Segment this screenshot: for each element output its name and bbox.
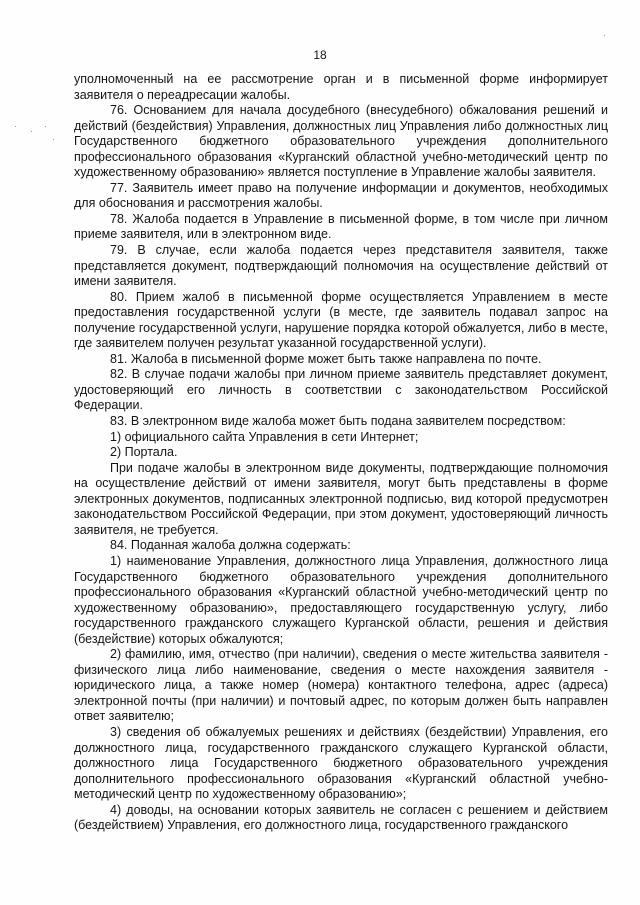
paragraph-p-80: 80. Прием жалоб в письменной форме осуществляется Управлением в месте предоставления государственной услуги (в месте, где заявитель подавал запрос на получение государственной услуги, нарушение порядка которой обжалуется, либо в месте, где заявителем получен результат указанной государственной услуги).: [74, 289, 608, 351]
paragraph-p-83: 83. В электронном виде жалоба может быть подана заявителем посредством:: [110, 414, 566, 429]
paragraph-p-76: 76. Основанием для начала досудебного (внесудебного) обжалования решений и действий (бездействия) Управления, должностных лиц Управления либо должностных лиц Государственного бюджетного образовательного учреждения дополнительного профессионального образования «Курганский областной учебно-методический центр по художественному образованию» является поступление в Управление жалобы заявителя.: [74, 103, 608, 180]
paragraph-p-84: 84. Поданная жалоба должна содержать:: [110, 538, 351, 553]
paragraph-p-82: 82. В случае подачи жалобы при личном приеме заявитель представляет документ, удостоверяющий его личность в соответствии с законодательством Российской Федерации.: [74, 367, 608, 413]
paragraph-p-84-2: 2) фамилию, имя, отчество (при наличии), сведения о месте жительства заявителя - физического лица либо наименование, сведения о месте нахождения заявителя - юридического лица, а также номер (номера) контактного телефона, адрес (адреса) электронной почты (при наличии) и почтовый адрес, по которым должен быть направлен ответ заявителю;: [74, 647, 608, 724]
paragraph-p-78: 78. Жалоба подается в Управление в письменной форме, в том числе при личном приеме заявителя, или в электронном виде.: [74, 211, 608, 242]
scan-mark: ·: [44, 121, 47, 131]
paragraph-p-83-note: При подаче жалобы в электронном виде документы, подтверждающие полномочия на осуществление действий от имени заявителя, могут быть представлены в форме электронных документов, подписанных электронной подписью, вид которой предусмотрен законодательством Российской Федерации, при этом документ, удостоверяющий личность заявителя, не требуется.: [74, 460, 608, 537]
paragraph-p-81: 81. Жалоба в письменной форме может быть также направлена по почте.: [110, 351, 542, 366]
paragraph-p-77: 77. Заявитель имеет право на получение информации и документов, необходимых для обоснования и рассмотрения жалобы.: [74, 180, 608, 211]
document-body: [74, 72, 608, 834]
page-number: 18: [313, 48, 327, 62]
scan-mark: ·: [30, 126, 33, 136]
paragraph-p-75-cont: уполномоченный на ее рассмотрение орган и в письменной форме информирует заявителя о переадресации жалобы.: [74, 72, 608, 102]
scan-mark: ·: [52, 134, 55, 144]
paragraph-p-83-2: 2) Портала.: [110, 445, 178, 460]
scan-mark: ·: [14, 121, 17, 131]
paragraph-p-84-1: 1) наименование Управления, должностного лица Управления, должностного лица Государственного бюджетного образовательного учреждения дополнительного профессионального образования «Курганский областной учебно-методический центр по художественному образованию», предоставляющего государственную услугу, либо государственного гражданского служащего Курганской области, решения и действия (бездействие) которых обжалуются;: [74, 553, 608, 646]
paragraph-p-84-3: 3) сведения об обжалуемых решениях и действиях (бездействии) Управления, его должностного лица, государственного гражданского служащего Курганской области, должностного лица Государственного бюджетного образовательного учреждения дополнительного профессионального образования «Курганский областной учебно-методический центр по художественному образованию»;: [74, 724, 608, 802]
paragraph-p-84-4: 4) доводы, на основании которых заявитель не согласен с решением и действием (бездействием) Управления, его должностного лица, государственного гражданского: [74, 802, 608, 833]
paragraph-p-83-1: 1) официального сайта Управления в сети Интернет;: [110, 429, 419, 444]
scan-mark: ·: [603, 30, 606, 40]
paragraph-p-79: 79. В случае, если жалоба подается через представителя заявителя, также представляется документ, подтверждающий полномочия на осуществление действий от имени заявителя.: [74, 243, 608, 289]
